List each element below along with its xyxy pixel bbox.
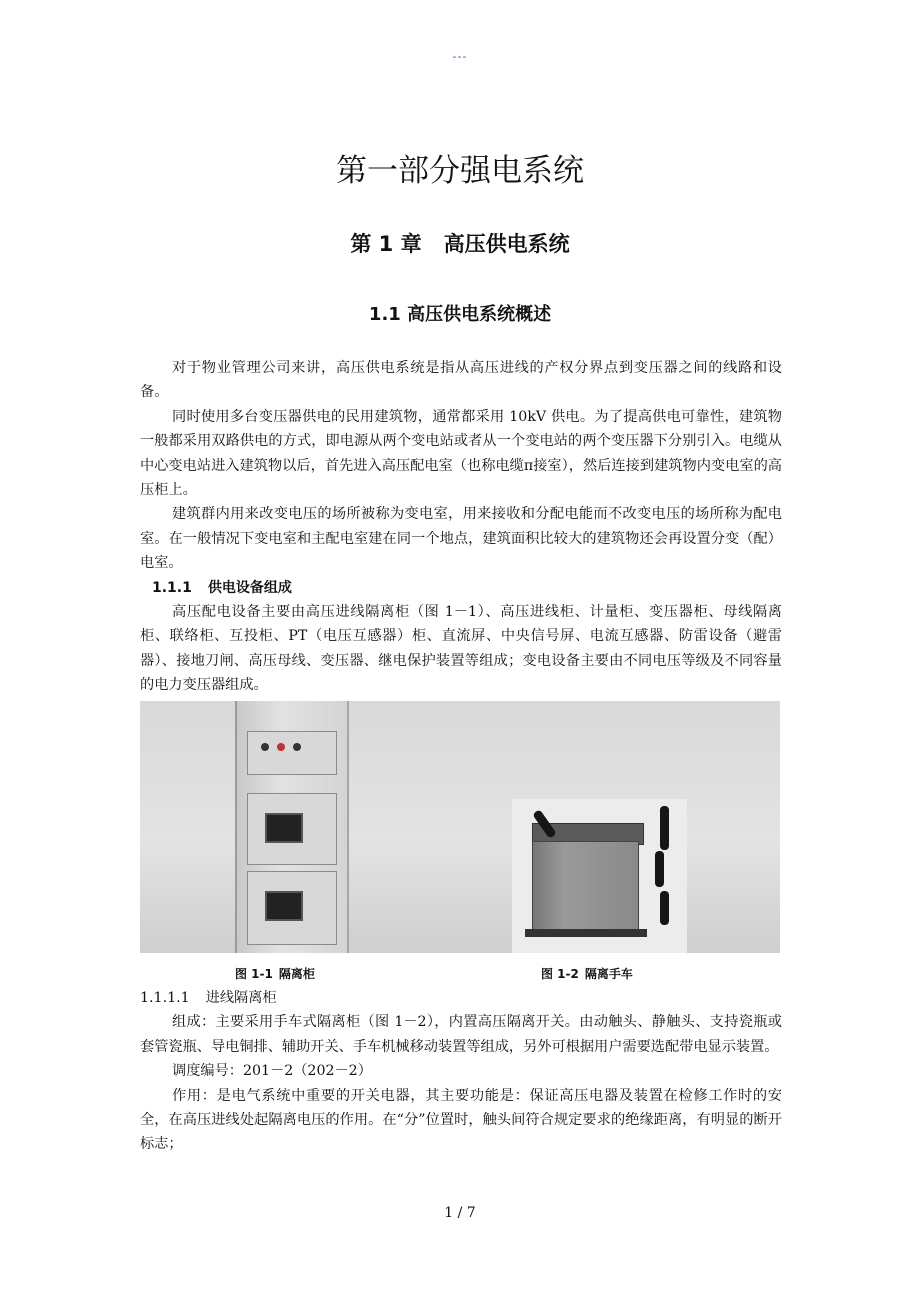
chapter-title: 高压供电系统 [443,232,570,256]
section-title: 1.1 高压供电系统概述 [368,304,552,325]
trolley-base [525,929,647,937]
chapter-number: 第 1 章 [350,232,422,256]
intro-text [140,356,782,698]
isolation-cabinet-photo [235,701,349,953]
header-mark: --- [452,50,468,63]
chapter-heading [0,228,920,258]
part-title: 第一部分强电系统 [336,153,584,189]
page-number: 1 / 7 [444,1205,476,1221]
figure-photos [140,701,780,953]
subsubsection-title: 进线隔离柜 [205,990,277,1006]
figure-caption: 图 1-1 隔离柜 [235,967,315,981]
subsubsection-number: 1.1.1.1 [140,990,190,1006]
paragraph: 建筑群内用来改变电压的场所被称为变电室，用来接收和分配电能而不改变电压的场所称为配电室。在一般情况下变电室和主配电室建在同一个地点，建筑面积比较大的建筑物还会再设置分变（配）电室。 [140,506,782,572]
subsection-title: 供电设备组成 [207,579,292,596]
subsection-heading [140,576,782,600]
paragraph: 高压配电设备主要由高压进线隔离柜（图 1－1）、高压进线柜、计量柜、变压器柜、母线隔离柜、联络柜、互投柜、PT（电压互感器）柜、直流屏、中央信号屏、电流互感器、防雷设备（避雷器）、接地刀闸、高压母线、变压器、继电保护装置等组成；变电设备主要由不同电压等级及不同容量的电力变压器组成。 [140,604,782,694]
figure-caption: 图 1-2 隔离手车 [541,967,633,981]
isolation-trolley-photo [532,841,639,933]
subsubsection-heading [140,986,782,1010]
detail-text [140,986,782,1157]
paragraph: 调度编号：201－2（202－2） [172,1063,372,1080]
subsection-number: 1.1.1 [152,579,192,596]
paragraph: 作用：是电气系统中重要的开关电器，其主要功能是：保证高压电器及装置在检修工作时的安全，在高压进线处起隔离电压的作用。在“分”位置时，触头间符合规定要求的绝缘距离，有明显的断开标志； [140,1087,782,1153]
paragraph: 对于物业管理公司来讲，高压供电系统是指从高压进线的产权分界点到变压器之间的线路和设备。 [140,360,782,401]
paragraph: 同时使用多台变压器供电的民用建筑物，通常都采用 10kV 供电。为了提高供电可靠性，建筑物一般都采用双路供电的方式，即电源从两个变电站或者从一个变电站的两个变压器下分别引入。电缆从中心变电站进入建筑物以后，首先进入高压配电室（也称电缆π接室），然后连接到建筑物内变电室的高压柜上。 [140,408,782,499]
paragraph: 组成：主要采用手车式隔离柜（图 1－2），内置高压隔离开关。由动触头、静触头、支持瓷瓶或套管瓷瓶、导电铜排、辅助开关、手车机械移动装置等组成，另外可根据用户需要选配带电显示装置。 [140,1014,782,1055]
